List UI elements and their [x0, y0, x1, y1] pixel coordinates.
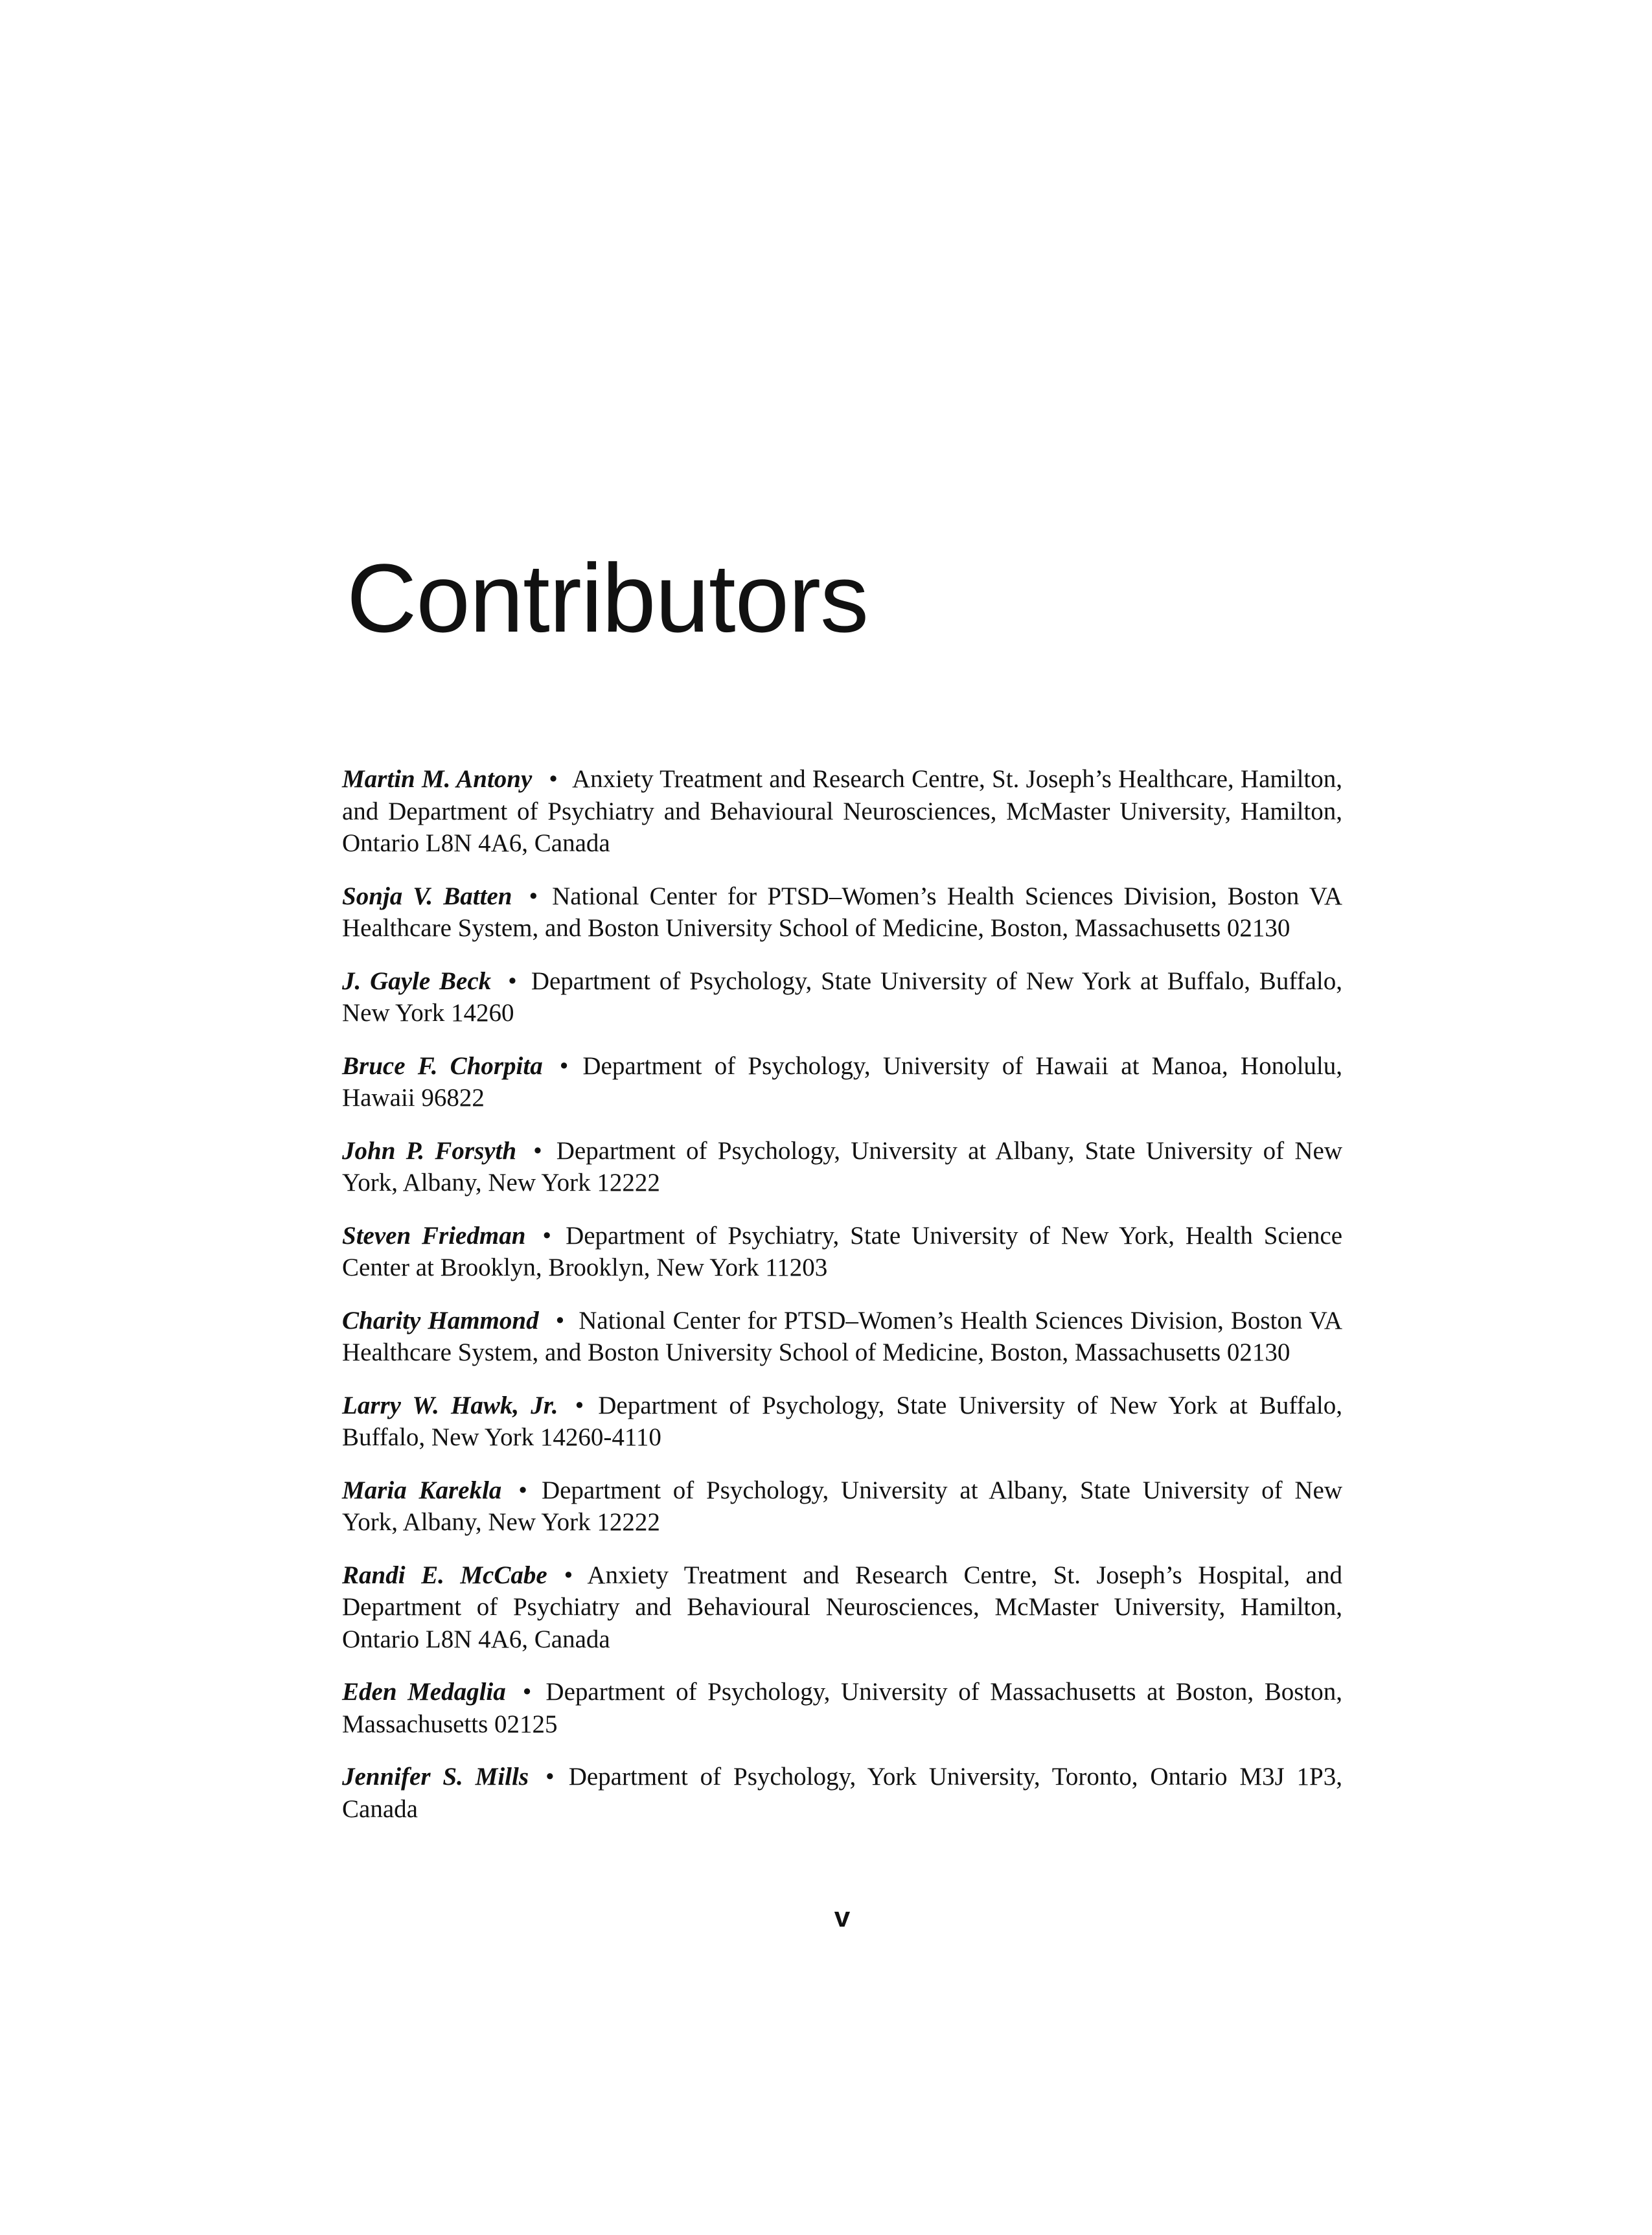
contributor-name: Maria Karekla: [342, 1476, 502, 1504]
bullet-separator: •: [529, 882, 538, 910]
contributor-affiliation: Department of Psychology, University at Albany, State University of New York, Albany, New York 12222: [342, 1136, 1342, 1197]
bullet-separator: •: [518, 1476, 527, 1504]
contributor-affiliation: Department of Psychology, University of Massachusetts at Boston, Boston, Massachusetts 02125: [342, 1678, 1343, 1738]
contributor-affiliation: Department of Psychology, State University of New York at Buffalo, Buffalo, New York 14260: [342, 967, 1342, 1027]
bullet-separator: •: [522, 1678, 532, 1706]
contributor-name: Charity Hammond: [342, 1306, 539, 1335]
bullet-separator: •: [545, 1763, 555, 1791]
contributor-entry: [342, 1676, 1342, 1740]
contributor-affiliation: Anxiety Treatment and Research Centre, St. Joseph’s Healthcare, Hamilton, and Department of Psychiatry and Behavioural Neurosciences, McMaster University, Hamilton, Ontario L8N 4A6, Canada: [342, 765, 1342, 857]
bullet-separator: •: [508, 967, 517, 995]
contributors-list: [342, 763, 1342, 1846]
contributor-entry: [342, 1559, 1342, 1656]
contributor-affiliation: National Center for PTSD–Women’s Health Sciences Division, Boston VA Healthcare System, and Boston University School of Medicine, Boston, Massachusetts 02130: [342, 882, 1342, 942]
contributor-name: Bruce F. Chorpita: [342, 1051, 543, 1080]
contributor-affiliation: National Center for PTSD–Women’s Health Sciences Division, Boston VA Healthcare System, and Boston University School of Medicine, Boston, Massachusetts 02130: [342, 1306, 1342, 1366]
contributor-affiliation: Anxiety Treatment and Research Centre, St. Joseph’s Hospital, and Department of Psychiatry and Behavioural Neurosciences, McMaster University, Hamilton, Ontario L8N 4A6, Canada: [342, 1561, 1342, 1653]
bullet-separator: •: [549, 765, 558, 793]
contributor-name: Randi E. McCabe: [342, 1561, 547, 1589]
contributor-affiliation: Department of Psychology, State University of New York at Buffalo, Buffalo, New York 14260-4110: [342, 1391, 1342, 1451]
contributor-name: Steven Friedman: [342, 1221, 526, 1250]
page-title: Contributors: [347, 544, 869, 652]
contributor-affiliation: Department of Psychology, University of Hawaii at Manoa, Honolulu, Hawaii 96822: [342, 1051, 1342, 1112]
contributor-affiliation: Department of Psychology, University at Albany, State University of New York, Albany, New York 12222: [342, 1476, 1342, 1536]
contributor-name: Sonja V. Batten: [342, 882, 512, 910]
contributor-entry: [342, 1305, 1342, 1369]
contributor-entry: [342, 880, 1342, 945]
bullet-separator: •: [559, 1051, 569, 1080]
contributor-name: J. Gayle Beck: [342, 967, 492, 995]
contributor-entry: [342, 1761, 1342, 1825]
contributor-entry: [342, 1474, 1342, 1539]
contributor-name: Larry W. Hawk, Jr.: [342, 1391, 558, 1419]
contributor-affiliation: Department of Psychology, York University, Toronto, Ontario M3J 1P3, Canada: [342, 1763, 1342, 1823]
bullet-separator: •: [542, 1221, 552, 1250]
page-number: v: [834, 1901, 851, 1933]
bullet-separator: •: [575, 1391, 584, 1419]
contributor-name: Eden Medaglia: [342, 1678, 506, 1706]
contributor-entry: [342, 1135, 1342, 1199]
bullet-separator: •: [555, 1306, 565, 1335]
bullet-separator: •: [533, 1136, 542, 1165]
contributor-entry: [342, 1220, 1342, 1284]
contributor-name: Jennifer S. Mills: [342, 1763, 529, 1791]
contributor-name: Martin M. Antony: [342, 765, 533, 793]
contributor-entry: [342, 1390, 1342, 1454]
contributor-entry: [342, 965, 1342, 1029]
contributor-entry: [342, 1050, 1342, 1114]
contributor-entry: [342, 763, 1342, 860]
contributor-name: John P. Forsyth: [342, 1136, 517, 1165]
contributor-affiliation: Department of Psychiatry, State University of New York, Health Science Center at Brooklyn, Brooklyn, New York 11203: [342, 1221, 1342, 1281]
bullet-separator: •: [564, 1561, 573, 1589]
